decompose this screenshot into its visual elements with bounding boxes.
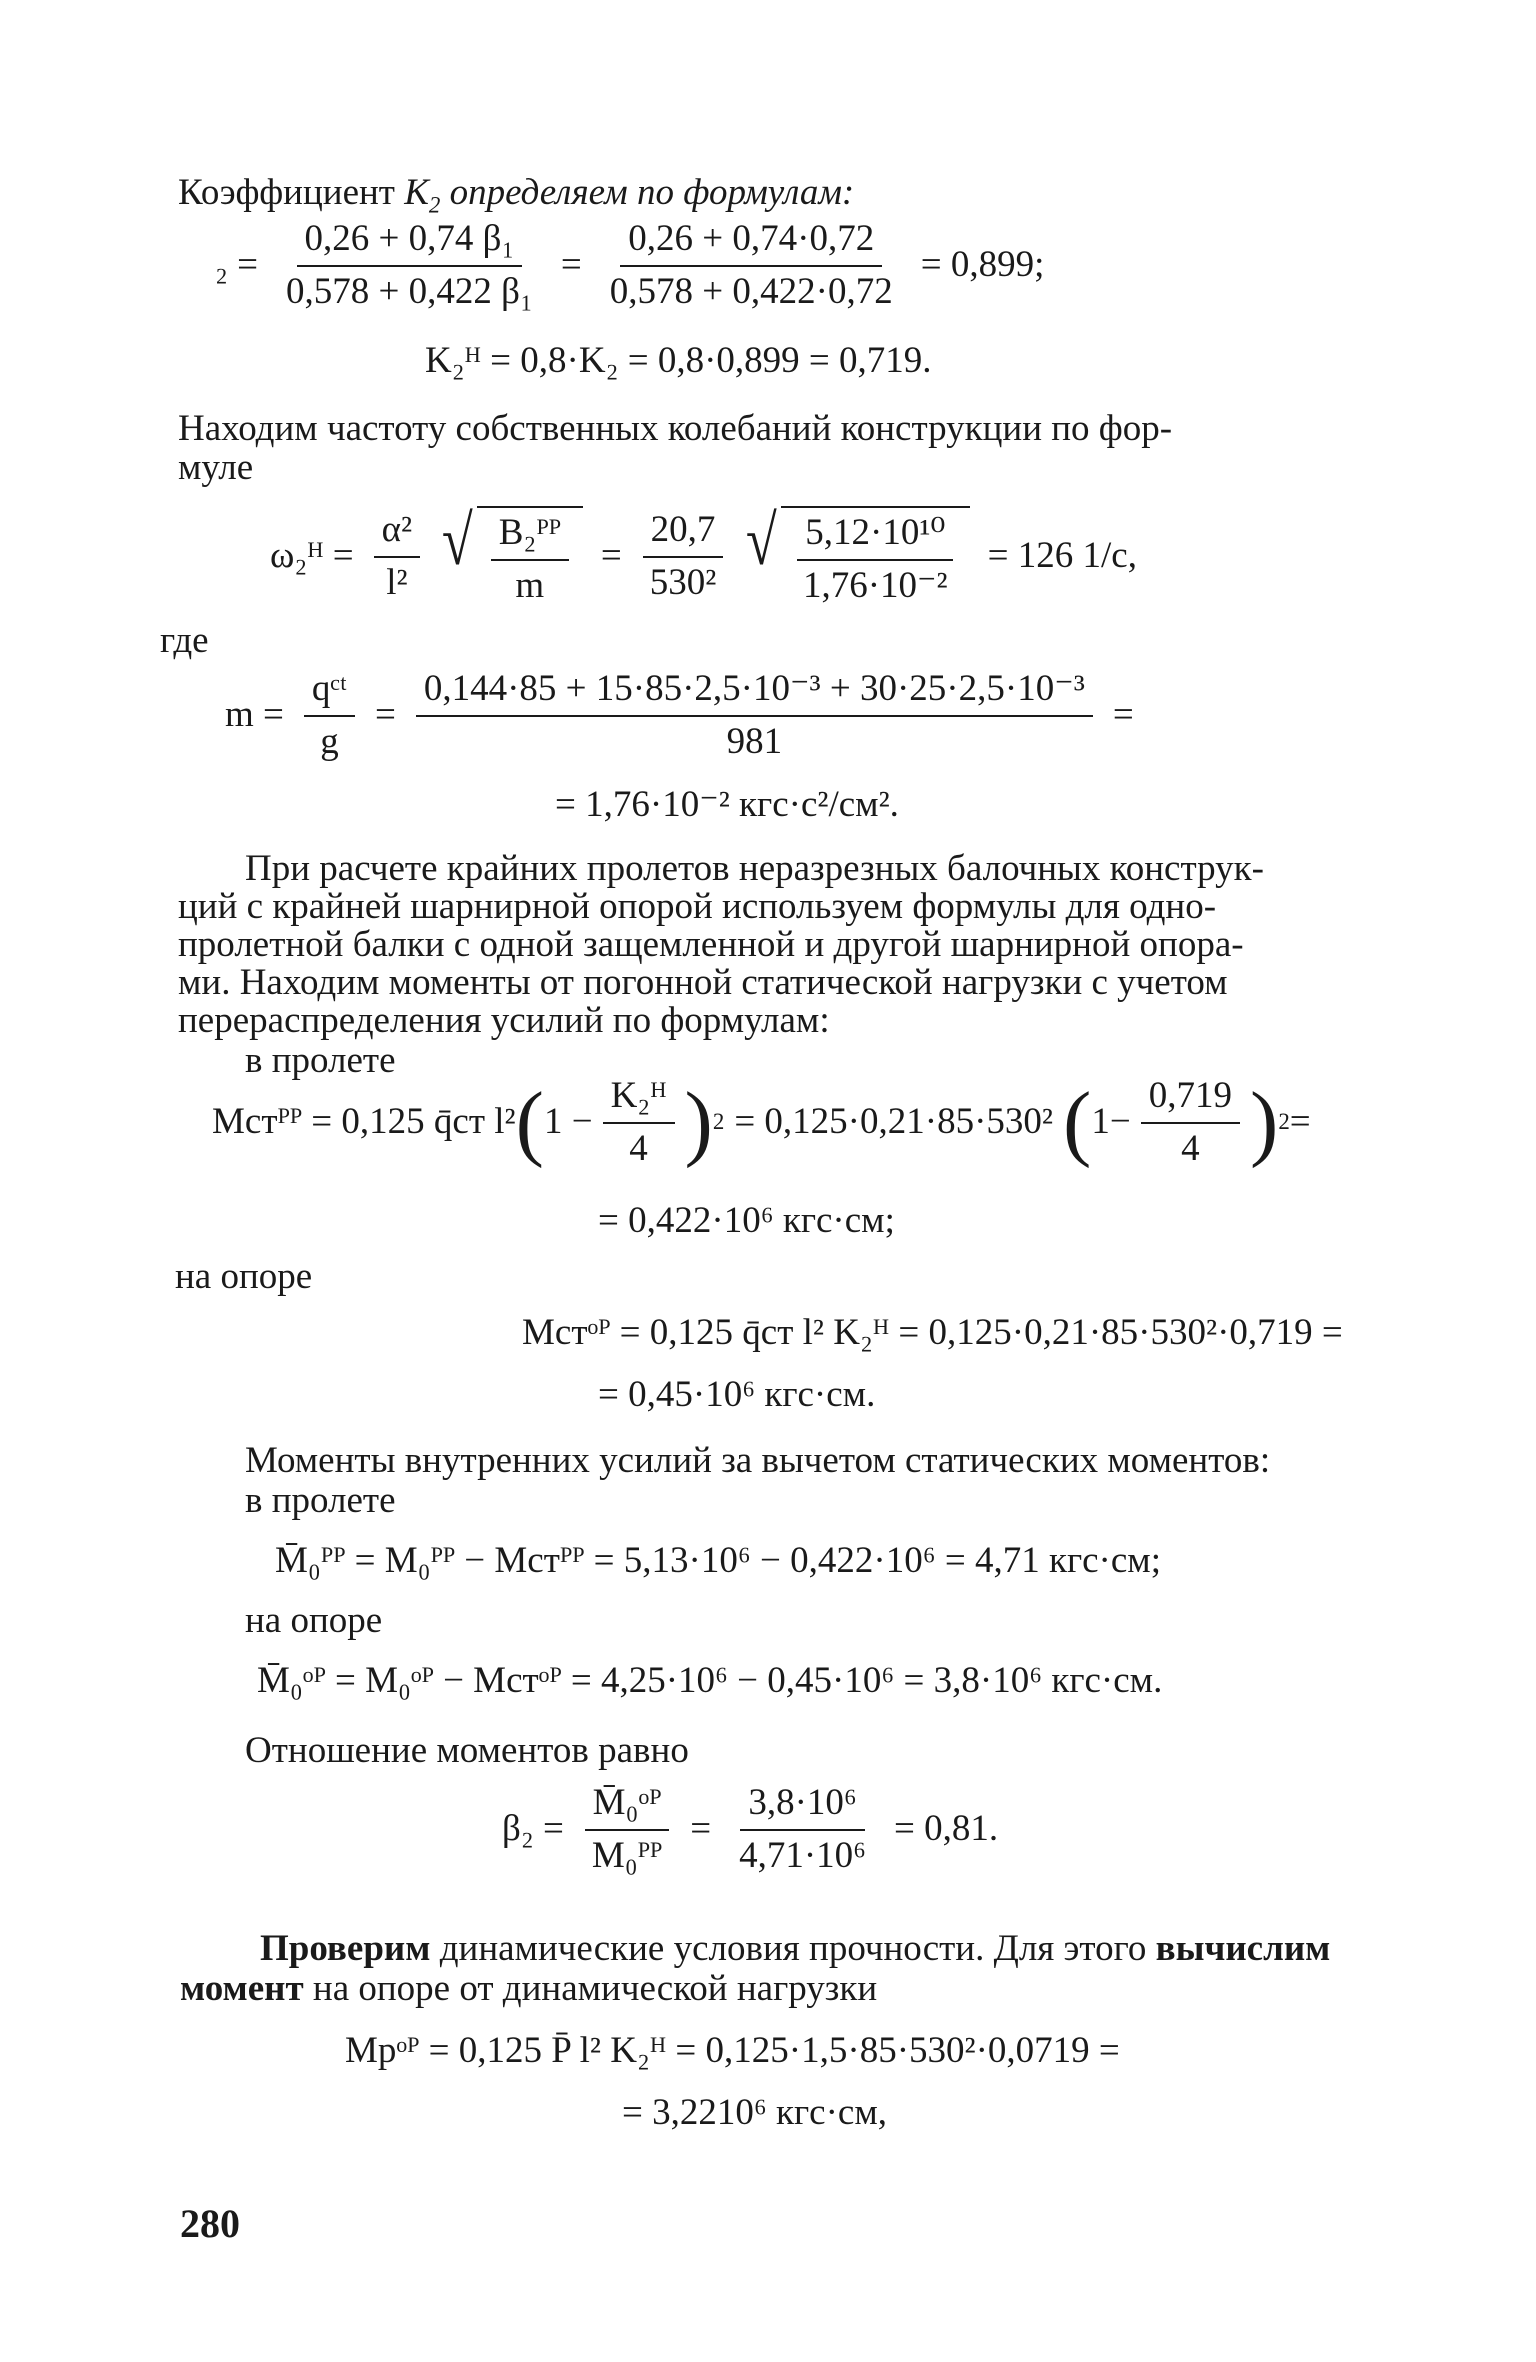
text-on-support-1: на опоре	[175, 1256, 313, 1297]
text-in-span-2: в пролете	[245, 1480, 396, 1521]
eq3-sqrt-2: √ $\frac{\text{5,12·10¹⁰}}{\text{1,76·10⁻²}}$	[742, 506, 969, 607]
paragraph-coefficient	[178, 172, 854, 219]
equation-k2: ₂ = $\frac{\text{0,26 + 0,74 β₁}}{\text{0,578 + 0,422 β₁}}$ = $\frac{0,26 + 0,74\cdot 0,72}{0,578 + 0,422\cdot 0,72}$ = 0,899;	[215, 218, 1045, 312]
equation-mass: m = $\frac{\text{qᶜᵗ}}{g}$ = $\frac{\text{0,144·85 + 15·85·2,5·10⁻³ + 30·25·2,5·10⁻³}}{981}$ =	[225, 668, 1134, 762]
equation-m0-span: M̄₀ᴾᴾ = M₀ᴾᴾ − Mстᴾᴾ = 5,13·10⁶ − 0,422·10⁶ = 4,71 кгс·см;	[275, 1540, 1161, 1581]
eq1-fraction-1: $\frac{\text{0,26 + 0,74 β₁}}{\text{0,578 + 0,422 β₁}}$	[286, 218, 533, 312]
paragraph-ratio: Отношение моментов равно	[245, 1730, 689, 1771]
equation-span-moment: Mстᴾᴾ = 0,125 q̄ст l² ( 1 − $\frac{\text{K₂ᴴ}}{4}$ ) 2 = 0,125·0,21·85·530² ( 1− $\frac{0,719}{4}$ ) 2 =	[212, 1075, 1311, 1169]
eq3-fraction-1: $\frac{\text{α²}}{\text{l²}}$	[374, 509, 420, 604]
paragraph-check-line-2	[180, 1968, 877, 2011]
paragraph-calc-line-2: ций с крайней шарнирной опорой используем формулы для одно-	[178, 886, 1217, 927]
eq9-fraction-1: $\frac{\text{M̄₀ᵒᴾ}}{\text{M₀ᴾᴾ}}$	[584, 1782, 670, 1877]
eq3-sqrt-1: √ $\frac{\text{B₂ᴾᴾ}}{m}$	[438, 506, 583, 607]
eq1-result: = 0,899;	[920, 244, 1045, 286]
text-coef: Коэффициент	[178, 172, 395, 213]
eq5-fraction-k: $\frac{\text{K₂ᴴ}}{4}$	[603, 1075, 675, 1170]
equation-dynamic-moment: Mрᵒᴾ = 0,125 P̄ l² K₂ᴴ = 0,125·1,5·85·530²·0,0719 =	[345, 2030, 1120, 2071]
equation-k2h: K₂ᴴ = 0,8·K₂ = 0,8·0,899 = 0,719.	[425, 340, 932, 381]
paragraph-frequency: Находим частоту собственных колебаний конструкции по фор-	[178, 408, 1173, 449]
paragraph-calc-line-5: перераспределения усилий по формулам:	[178, 1000, 830, 1041]
text-dynamic: динамические условия прочности. Для этого	[439, 1928, 1147, 1969]
equation-span-moment-result: = 0,422·10⁶ кгс·см;	[598, 1200, 895, 1241]
paragraph-calc-line-4: ми. Находим моменты от погонной статической нагрузки с учетом	[178, 962, 1228, 1003]
equation-beta2: β₂ = $\frac{\text{M̄₀ᵒᴾ}}{\text{M₀ᴾᴾ}}$ = $\frac{\text{3,8·10⁶}}{\text{4,71·10⁶}}$ = 0,81.	[502, 1782, 999, 1876]
eq9-lhs: β₂ =	[502, 1808, 564, 1850]
eq4-lhs: m =	[225, 694, 284, 736]
text-in-span-1: в пролете	[245, 1040, 396, 1081]
text-check: Проверим	[260, 1928, 431, 1969]
eq5-fraction-v: $\frac{0,719}{4}$	[1141, 1075, 1240, 1170]
eq3-fraction-2: $\frac{20,7}{\text{530²}}$	[642, 509, 725, 604]
eq3-result: = 126 1/c,	[987, 535, 1137, 577]
equation-omega: ω₂ᴴ = $\frac{\text{α²}}{\text{l²}}$ √ $\frac{\text{B₂ᴾᴾ}}{m}$ = $\frac{20,7}{\text{530²}}$ √ $\frac{\text{5,12·10¹⁰}}{\text{1,76·10⁻²}}$ = 126 1/c,	[270, 502, 1137, 606]
equation-m0-support: M̄₀ᵒᴾ = M₀ᵒᴾ − Mстᵒᴾ = 4,25·10⁶ − 0,45·10⁶ = 3,8·10⁶ кгс·см.	[257, 1660, 1163, 1701]
paragraph-check-line-1	[260, 1928, 1330, 1971]
equation-support-moment-result: = 0,45·10⁶ кгс·см.	[598, 1374, 876, 1415]
symbol-k2: $K_2$	[404, 172, 441, 218]
text-moment: момент	[180, 1968, 304, 2009]
eq1-lhs: ₂ =	[215, 244, 259, 286]
equation-dynamic-moment-result: = 3,2210⁶ кгс·см,	[622, 2092, 887, 2133]
eq9-fraction-2: $\frac{\text{3,8·10⁶}}{\text{4,71·10⁶}}$	[739, 1782, 867, 1876]
page-number: 280	[180, 2201, 240, 2246]
eq4-result: =	[1112, 694, 1134, 736]
eq5-lhs: Mстᴾᴾ = 0,125 q̄ст l²	[212, 1101, 516, 1143]
eq4-fraction-2: $\frac{\text{0,144·85 + 15·85·2,5·10⁻³ + 30·25·2,5·10⁻³}}{981}$	[416, 668, 1093, 763]
eq5-mid: = 0,125·0,21·85·530²	[734, 1101, 1053, 1143]
text-determine: определяем по формулам:	[449, 172, 855, 213]
eq3-lhs: ω₂ᴴ =	[270, 535, 354, 577]
eq4-fraction-1: $\frac{\text{qᶜᵗ}}{g}$	[304, 668, 355, 763]
text-where: где	[160, 620, 209, 661]
text-on-support-dynamic: на опоре от динамической нагрузки	[312, 1968, 878, 2009]
equation-mass-result: = 1,76·10⁻² кгс·с²/см².	[555, 784, 899, 825]
paragraph-frequency-cont: муле	[178, 447, 254, 488]
eq1-fraction-2: $\frac{0,26 + 0,74\cdot 0,72}{0,578 + 0,422\cdot 0,72}$	[609, 218, 893, 312]
paragraph-calc-line-3: пролетной балки с одной защемленной и другой шарнирной опора-	[178, 924, 1244, 965]
text-on-support-2: на опоре	[245, 1600, 383, 1641]
paragraph-internal-moments: Моменты внутренних усилий за вычетом статических моментов:	[245, 1440, 1271, 1481]
equation-support-moment: Mстᵒᴾ = 0,125 q̄ст l² K₂ᴴ = 0,125·0,21·85·530²·0,719 =	[522, 1312, 1343, 1353]
text-calculate: вычислим	[1155, 1928, 1331, 1969]
paragraph-calc-line-1: При расчете крайних пролетов неразрезных балочных конструк-	[245, 848, 1264, 889]
eq9-result: = 0,81.	[894, 1808, 999, 1850]
